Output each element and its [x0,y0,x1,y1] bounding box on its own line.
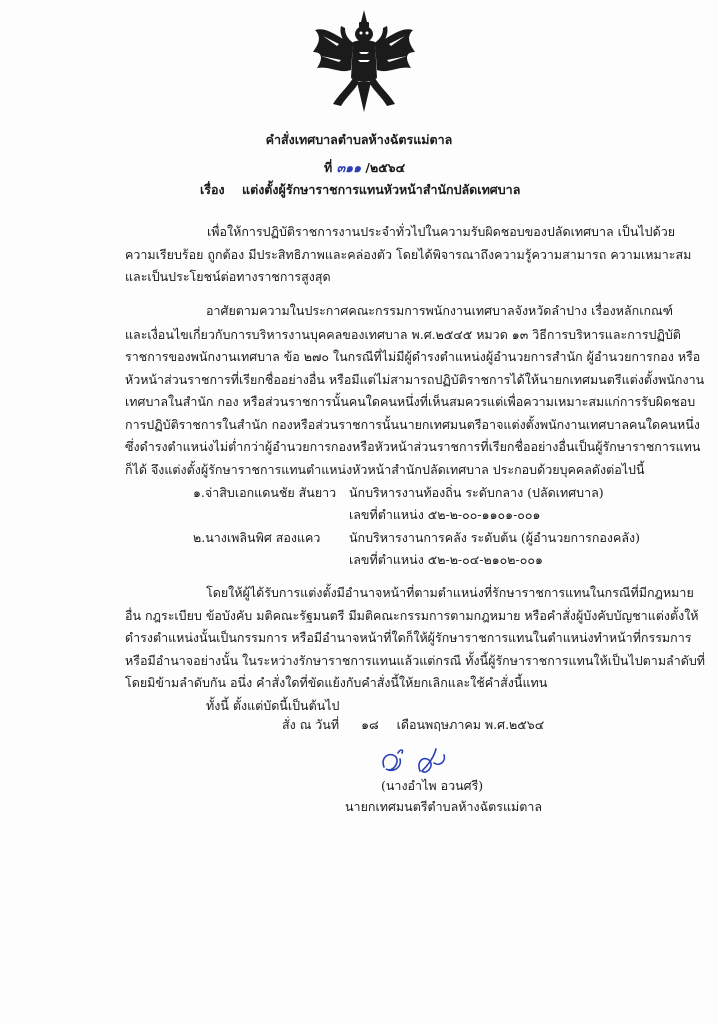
paragraph-line: ก็ได้ จึงแต่งตั้งผู้รักษาราชการแทนตำแหน่งหัวหน้าสำนักปลัดเทศบาล ประกอบด้วยบุคคลดังต่อไปนี้ [125,462,645,477]
subject-text: แต่งตั้งผู้รักษาราชการแทนหัวหน้าสำนักปลัดเทศบาล [242,182,521,197]
paragraph-line: และเงื่อนไขเกี่ยวกับการบริหารงานบุคคลของเทศบาล พ.ศ.๒๕๔๕ หมวด ๑๓ วิธีการบริหารและการปฏิบัติ [125,327,681,342]
signer-title: นายกเทศมนตรีตำบลห้างฉัตรแม่ตาล [345,799,543,814]
appointee-position-number: เลขที่ตำแหน่ง ๕๒-๒-๐๔-๒๑๐๒-๐๐๑ [349,552,543,567]
appointee-position: นักบริหารงานท้องถิ่น ระดับกลาง (ปลัดเทศบาล) [349,485,604,500]
paragraph-line: เทศบาลในสำนัก กอง หรือส่วนราชการนั้นคนใดคนหนึ่งที่เห็นสมควรแต่เพื่อความเหมาะสมแก่การรับผิดชอบ [125,394,696,409]
order-number-suffix: /๒๕๖๔ [365,160,406,175]
effective-date-line: ทั้งนี้ ตั้งแต่บัดนี้เป็นต้นไป [206,698,340,713]
paragraph-line: โดยให้ผู้ได้รับการแต่งตั้งมีอำนาจหน้าที่ตามตำแหน่งที่รักษาราชการแทนในกรณีที่มีกฎหมาย [206,585,694,600]
signer-name: (นางอำไพ อวนศรี) [381,778,484,793]
paragraph-line: ความเรียบร้อย ถูกต้อง มีประสิทธิภาพและคล่องตัว โดยได้พิจารณาถึงความรู้ความสามารถ ความเหมาะสม [125,247,692,262]
subject-line [200,181,520,199]
order-month-year: เดือนพฤษภาคม พ.ศ.๒๕๖๔ [396,717,545,732]
order-date-line [282,716,544,734]
appointee-name: ๑.จ่าสิบเอกแดนชัย สันยาว [193,485,337,500]
paragraph-line: ซึ่งดำรงตำแหน่งไม่ต่ำกว่าผู้อำนวยการกองหรือหัวหน้าส่วนราชการที่เรียกชื่ออย่างอื่นเป็นผู้รักษาราชการแทน [125,439,701,454]
appointee-position: นักบริหารงานการคลัง ระดับต้น (ผู้อำนวยการกองคลัง) [349,530,641,545]
order-day: ๑๘ [361,717,379,732]
paragraph-line: หรือมีอำนาจอย่างนั้น ในระหว่างรักษาราชการแทนแล้วแต่กรณี ทั้งนี้ผู้รักษาราชการแทนให้เป็นไปตามลำดับที่ [125,653,706,668]
paragraph-line: และเป็นประโยชน์ต่อทางราชการสูงสุด [125,269,331,284]
appointee-name: ๒.นางเพลินพิศ สองแคว [193,530,321,545]
paragraph-line: อื่น กฎระเบียบ ข้อบังคับ มติคณะรัฐมนตรี มีมติคณะกรรมการตามกฎหมาย หรือคำสั่งผู้บังคับบัญชาแต่งตั้งให้ [125,608,699,623]
subject-label: เรื่อง [200,182,225,197]
paragraph-line: อาศัยตามความในประกาศคณะกรรมการพนักงานเทศบาลจังหวัดลำปาง เรื่องหลักเกณฑ์ [206,303,674,318]
order-number [324,159,405,177]
order-number-handwritten: ๓๑๑ [336,160,362,175]
ordered-label: สั่ง ณ วันที่ [282,717,340,732]
paragraph-line: เพื่อให้การปฏิบัติราชการงานประจำทั่วไปในความรับผิดชอบของปลัดเทศบาล เป็นไปด้วย [207,224,676,239]
order-title: คำสั่งเทศบาลตำบลห้างฉัตรแม่ตาล [265,132,453,147]
garuda-emblem-icon [309,8,419,116]
appointee-position-number: เลขที่ตำแหน่ง ๕๒-๒-๐๐-๑๑๐๑-๐๐๑ [349,507,541,522]
paragraph-line: หัวหน้าส่วนราชการที่เรียกชื่ออย่างอื่น หรือมีแต่ไม่สามารถปฏิบัติราชการได้ให้นายกเทศมนตรีแต่งตั้งพนักงาน [125,372,705,387]
order-number-prefix: ที่ [324,160,333,175]
paragraph-line: การปฏิบัติราชการในสำนัก กองหรือส่วนราชการนั้นนายกเทศมนตรีอาจแต่งตั้งพนักงานเทศบาลคนใดคนหนึ่ง [125,417,700,432]
paragraph-line: โดยมิข้ามลำดับกัน อนึ่ง คำสั่งใดที่ขัดแย้งกับคำสั่งนี้ให้ยกเลิกและใช้คำสั่งนี้แทน [125,675,548,690]
paragraph-line: ราชการของพนักงานเทศบาล ข้อ ๒๗๐ ในกรณีที่ไม่มีผู้ดำรงตำแหน่งผู้อำนวยการสำนัก ผู้อำนวยการกอง หรือ [125,349,701,364]
paragraph-line: ดำรงตำแหน่งนั้นเป็นกรรมการ หรือมีอำนาจหน้าที่ใดก็ให้ผู้รักษาราชการแทนในตำแหน่งทำหน้าที่กรรมการ [125,630,692,645]
